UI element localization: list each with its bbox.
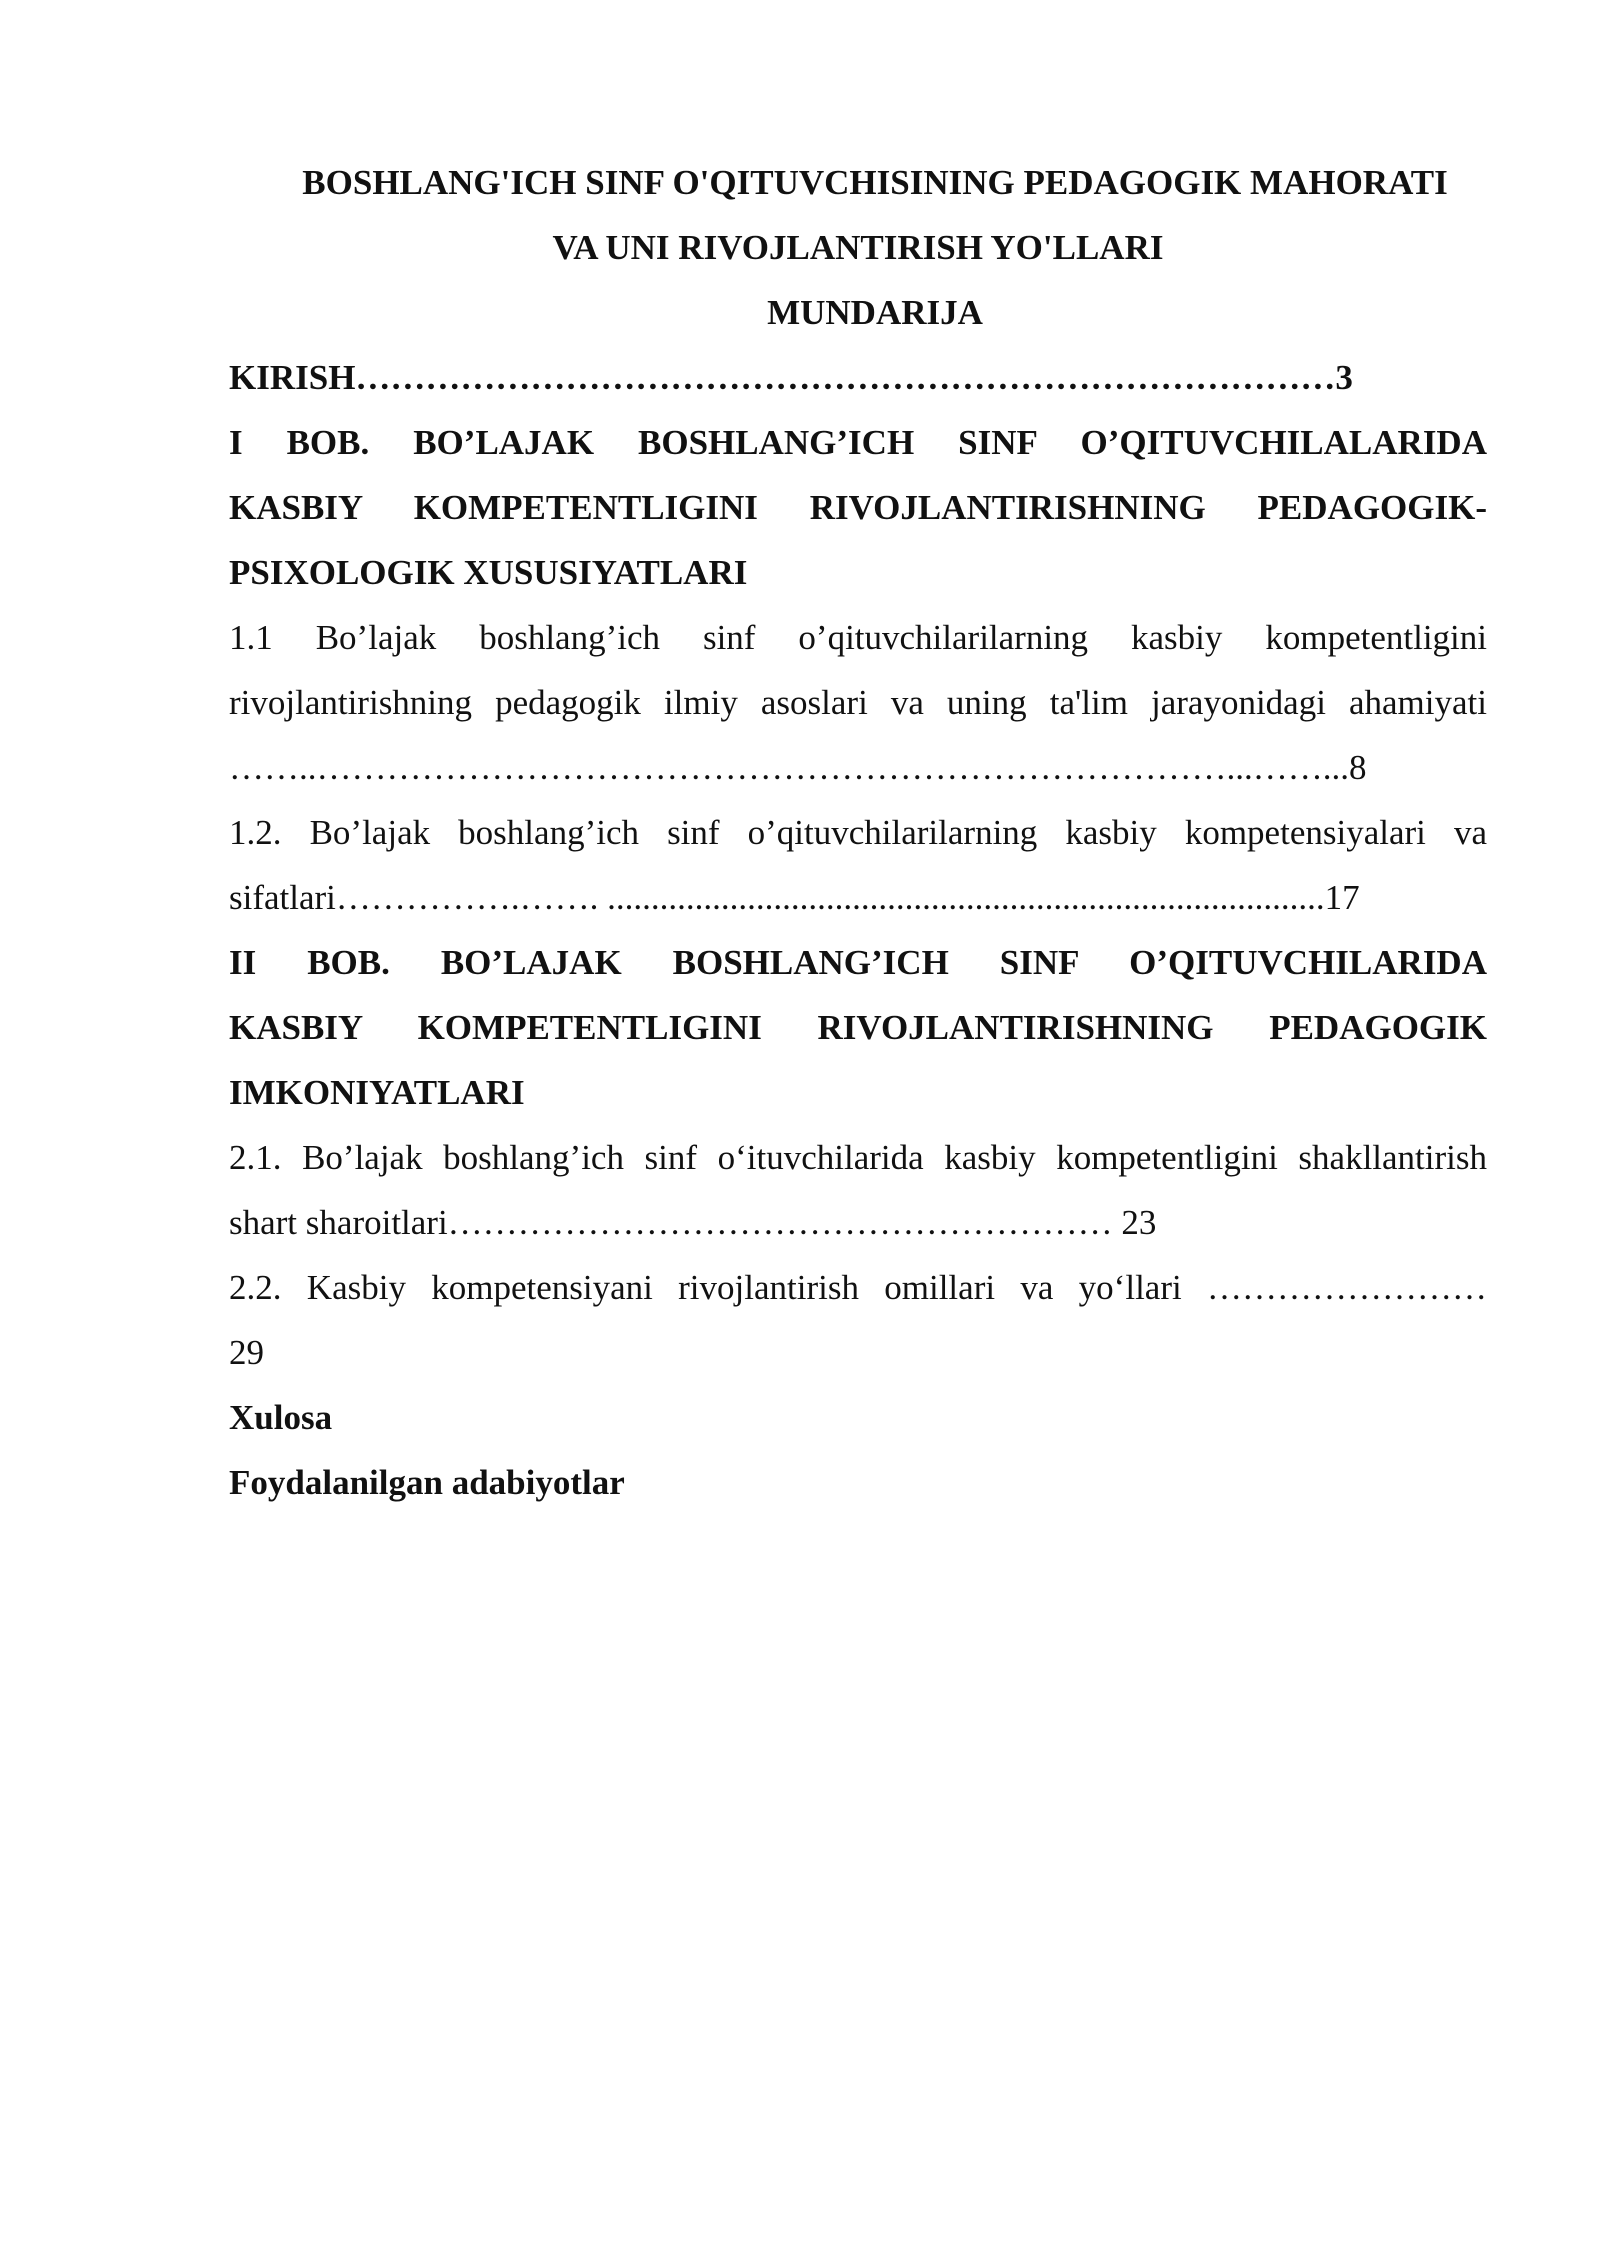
toc-section-2-2-line-2: 29 bbox=[229, 1333, 264, 1372]
toc-section-2-1-line-1: 2.1. Bo’lajak boshlang’ich sinf o‘ituvchilarida kasbiy kompetentligini shakllantirish bbox=[229, 1138, 1487, 1177]
toc-chapter-1-line-3: PSIXOLOGIK XUSUSIYATLARI bbox=[229, 553, 748, 592]
toc-entry-intro-text: KIRISH…………………………………………………………………………3 bbox=[229, 358, 1353, 397]
toc-section-1-2 bbox=[229, 800, 1487, 930]
toc-chapter-2-line-2: KASBIY KOMPETENTLIGINI RIVOJLANTIRISHNING PEDAGOGIK bbox=[229, 1008, 1487, 1047]
toc-section-2-1-line-2: shart sharoitlari………………………………………………… 23 bbox=[229, 1203, 1157, 1242]
document-title-line-2: VA UNI RIVOJLANTIRISH YO'LLARI bbox=[552, 228, 1164, 267]
toc-section-1-1-line-3: ……..……………………………………………………………………...……...8 bbox=[229, 748, 1367, 787]
toc-chapter-2-line-3: IMKONIYATLARI bbox=[229, 1073, 525, 1112]
toc-chapter-2 bbox=[229, 930, 1487, 1125]
toc-chapter-1-line-1: I BOB. BO’LAJAK BOSHLANG’ICH SINF O’QITUVCHILALARIDA bbox=[229, 423, 1487, 462]
toc-section-1-1 bbox=[229, 605, 1487, 800]
toc-chapter-2-line-1: II BOB. BO’LAJAK BOSHLANG’ICH SINF O’QITUVCHILARIDA bbox=[229, 943, 1487, 982]
toc-chapter-1-line-2: KASBIY KOMPETENTLIGINI RIVOJLANTIRISHNING PEDAGOGIK- bbox=[229, 488, 1487, 527]
toc-section-2-2 bbox=[229, 1255, 1487, 1385]
toc-entry-intro bbox=[229, 345, 1487, 410]
toc-entry-conclusion: Xulosa bbox=[229, 1398, 333, 1437]
document-title-line-1: BOSHLANG'ICH SINF O'QITUVCHISINING PEDAGOGIK MAHORATI bbox=[302, 163, 1448, 202]
toc-section-1-1-line-1: 1.1 Bo’lajak boshlang’ich sinf o’qituvchilarilarning kasbiy kompetentligini bbox=[229, 618, 1487, 657]
toc-section-2-1 bbox=[229, 1125, 1487, 1255]
toc-heading: MUNDARIJA bbox=[767, 293, 983, 332]
document-page bbox=[229, 150, 1487, 1515]
toc-section-2-2-line-1: 2.2. Kasbiy kompetensiyani rivojlantirish omillari va yo‘llari …………………… bbox=[229, 1268, 1487, 1307]
toc-chapter-1 bbox=[229, 410, 1487, 605]
toc-section-1-2-line-2: sifatlari…………….……. ..................................................................................17 bbox=[229, 878, 1360, 917]
toc-section-1-1-line-2: rivojlantirishning pedagogik ilmiy asoslari va uning ta'lim jarayonidagi ahamiyati bbox=[229, 683, 1487, 722]
toc-section-1-2-line-1: 1.2. Bo’lajak boshlang’ich sinf o’qituvchilarilarning kasbiy kompetensiyalari va bbox=[229, 813, 1487, 852]
toc-entry-references: Foydalanilgan adabiyotlar bbox=[229, 1463, 625, 1502]
